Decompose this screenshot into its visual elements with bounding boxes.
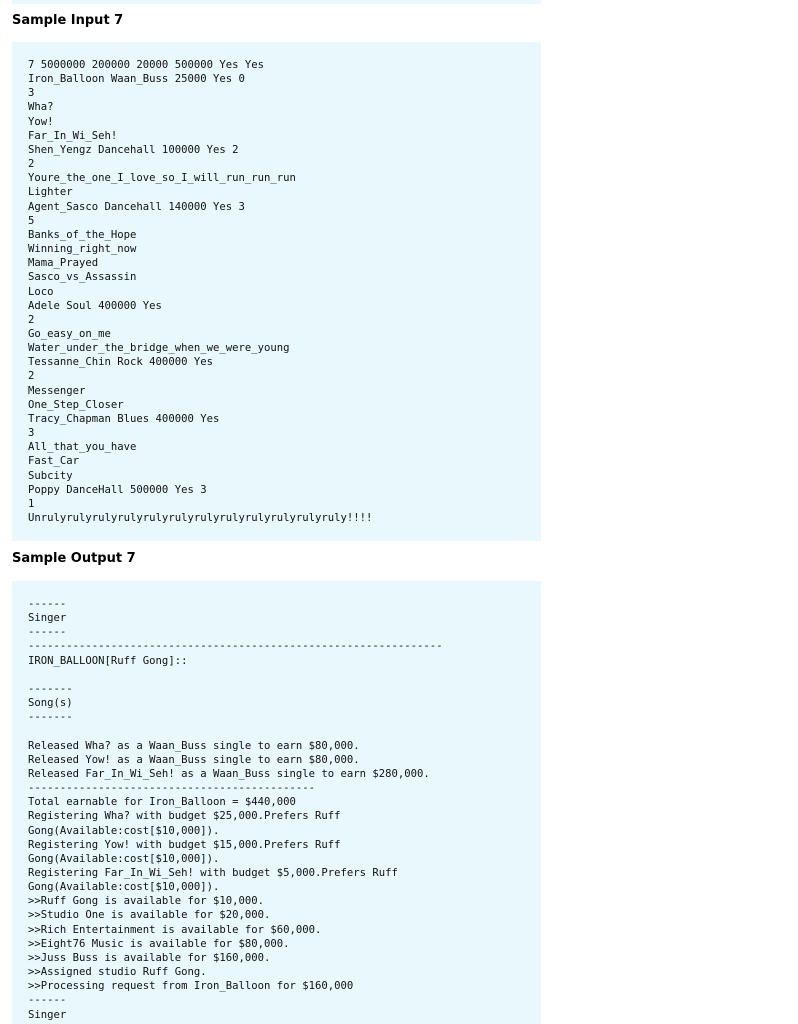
- sample-output-heading: Sample Output 7: [12, 551, 136, 566]
- previous-block-edge: [12, 0, 541, 4]
- sample-output-block: [12, 581, 541, 1024]
- sample-output-text: ------ Singer ------ ----------------------------------------------------------------- IRON_BALLOON[Ruff Gong]:: ------- Song(s) ------- Released Wha? as a Waan_Buss single to earn $80,000. Released Yow! as a Waan_Buss single to earn $80,000. Released Far_In_Wi_Seh! as a Waan_Buss single to earn $280,000. --------------------------------------------- Total earnable for Iron_Balloon = $440,000 Registering Wha? with budget $25,000.Prefers Ruff Gong(Available:cost[$10,000]). Registering Yow! with budget $15,000.Prefers Ruff Gong(Available:cost[$10,000]). Registering Far_In_Wi_Seh! with budget $5,000.Prefers Ruff Gong(Available:cost[$10,000]). >>Ruff Gong is available for $10,000. >>Studio One is available for $20,000. >>Rich Entertainment is available for $60,000. >>Eight76 Music is available for $80,000. >>Juss Buss is available for $160,000. >>Assigned studio Ruff Gong. >>Processing request from Iron_Balloon for $160,000 ------ Singer: [28, 598, 443, 1021]
- sample-input-block: [12, 42, 541, 541]
- sample-input-text: 7 5000000 200000 20000 500000 Yes Yes Iron_Balloon Waan_Buss 25000 Yes 0 3 Wha? Yow! Far_In_Wi_Seh! Shen_Yengz Dancehall 100000 Yes 2 2 Youre_the_one_I_love_so_I_will_run_run_run Lighter Agent_Sasco Dancehall 140000 Yes 3 5 Banks_of_the_Hope Winning_right_now Mama_Prayed Sasco_vs_Assassin Loco Adele Soul 400000 Yes 2 Go_easy_on_me Water_under_the_bridge_when_we_were_young Tessanne_Chin Rock 400000 Yes 2 Messenger One_Step_Closer Tracy_Chapman Blues 400000 Yes 3 All_that_you_have Fast_Car Subcity Poppy DanceHall 500000 Yes 3 1 Unrulyrulyrulyrulyrulyrulyrulyrulyrulyrulyrulyruly!!!!: [28, 59, 373, 524]
- sample-input-heading: Sample Input 7: [12, 13, 124, 28]
